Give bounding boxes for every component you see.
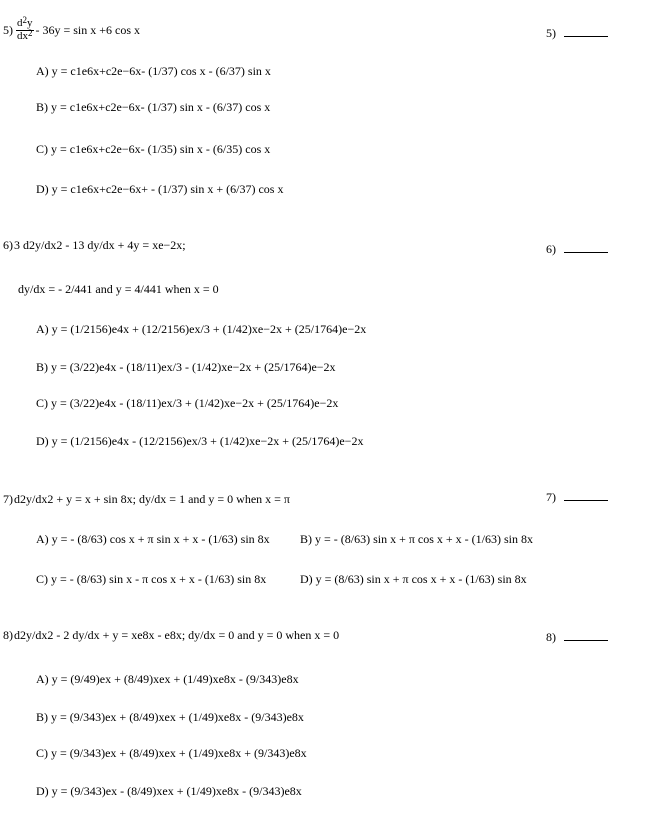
q6-number: 6) — [3, 238, 13, 252]
q5-option-b[interactable] — [36, 100, 270, 115]
q5-option-a-text: A) y = c1e6x+c2e−6x- (1/37) cos x - (6/37) sin x — [36, 64, 271, 78]
q6-side-number: 6) — [546, 242, 556, 256]
q7-equation — [3, 492, 291, 507]
q5-equation: 5) $\frac{d^2y}{dx^2}$ - 36y = sin x +6 cos x — [3, 15, 141, 42]
q5-option-c-text: C) y = c1e6x+c2e−6x- (1/35) sin x - (6/35) cos x — [36, 142, 271, 156]
q5-number: 5) — [3, 22, 13, 37]
q8-option-a-text: A) y = (9/49)ex + (8/49)xex + (1/49)xe8x - (9/343)e8x — [36, 672, 299, 686]
q7-option-d[interactable] — [300, 572, 527, 587]
q8-option-d[interactable] — [36, 784, 302, 799]
q8-option-a[interactable] — [36, 672, 299, 687]
q8-option-b[interactable] — [36, 710, 304, 725]
q7-side — [546, 490, 608, 505]
q5-option-d[interactable] — [36, 182, 283, 197]
q6-option-b-text: B) y = (3/22)e4x - (18/11)ex/3 - (1/42)xe−2x + (25/1764)e−2x — [36, 360, 336, 374]
q7-number: 7) — [3, 492, 13, 506]
q8-equation — [3, 628, 340, 643]
q8-option-b-text: B) y = (9/343)ex + (8/49)xex + (1/49)xe8x - (9/343)e8x — [36, 710, 304, 724]
q6-option-a-text: A) y = (1/2156)e4x + (12/2156)ex/3 + (1/42)xe−2x + (25/1764)e−2x — [36, 322, 367, 336]
q5-equation-rest: - 36y = sin x +6 cos x — [35, 22, 141, 37]
q6-conditions — [18, 282, 219, 297]
q5-side-number: 5) — [546, 26, 556, 40]
q6-equation-text: 3 d2y/dx2 - 13 dy/dx + 4y = xe−2x; — [14, 238, 186, 252]
q8-option-c[interactable] — [36, 746, 307, 761]
q6-option-d-text: D) y = (1/2156)e4x - (12/2156)ex/3 + (1/42)xe−2x + (25/1764)e−2x — [36, 434, 364, 448]
q5-option-a[interactable] — [36, 64, 271, 79]
q8-option-c-text: C) y = (9/343)ex + (8/49)xex + (1/49)xe8x + (9/343)e8x — [36, 746, 307, 760]
q6-option-c-text: C) y = (3/22)e4x - (18/11)ex/3 + (1/42)xe−2x + (25/1764)e−2x — [36, 396, 339, 410]
q6-option-d[interactable] — [36, 434, 363, 449]
q5-option-b-text: B) y = c1e6x+c2e−6x- (1/37) sin x - (6/37) cos x — [36, 100, 271, 114]
q6-option-a[interactable] — [36, 322, 366, 337]
q7-answer-blank[interactable] — [564, 490, 608, 501]
q8-option-d-text: D) y = (9/343)ex - (8/49)xex + (1/49)xe8x - (9/343)e8x — [36, 784, 302, 798]
q7-side-number: 7) — [546, 490, 556, 504]
q6-side — [546, 242, 608, 257]
q5-option-c[interactable] — [36, 142, 270, 157]
q8-answer-blank[interactable] — [564, 630, 608, 641]
q6-answer-blank[interactable] — [564, 242, 608, 253]
q7-option-d-text: D) y = (8/63) sin x + π cos x + x - (1/63) sin 8x — [300, 572, 527, 586]
q7-option-a-text: A) y = - (8/63) cos x + π sin x + x - (1/63) sin 8x — [36, 532, 270, 546]
q6-equation — [3, 238, 187, 253]
q7-option-c-text: C) y = - (8/63) sin x - π cos x + x - (1/63) sin 8x — [36, 572, 267, 586]
q8-side-number: 8) — [546, 630, 556, 644]
q6-option-b[interactable] — [36, 360, 336, 375]
q7-option-b[interactable] — [300, 532, 533, 547]
q6-option-c[interactable] — [36, 396, 338, 411]
q8-equation-text: d2y/dx2 - 2 dy/dx + y = xe8x - e8x; dy/dx = 0 and y = 0 when x = 0 — [14, 628, 340, 642]
q5-side — [546, 26, 608, 41]
q8-side — [546, 630, 608, 645]
q7-option-c[interactable] — [36, 572, 266, 587]
q8-number: 8) — [3, 628, 13, 642]
q7-option-b-text: B) y = - (8/63) sin x + π cos x + x - (1/63) sin 8x — [300, 532, 534, 546]
q7-equation-text: d2y/dx2 + y = x + sin 8x; dy/dx = 1 and y = 0 when x = π — [14, 492, 290, 506]
q5-option-d-text: D) y = c1e6x+c2e−6x+ - (1/37) sin x + (6/37) cos x — [36, 182, 284, 196]
q7-option-a[interactable] — [36, 532, 270, 547]
q5-answer-blank[interactable] — [564, 26, 608, 37]
q6-conditions-text: dy/dx = - 2/441 and y = 4/441 when x = 0 — [18, 282, 219, 296]
